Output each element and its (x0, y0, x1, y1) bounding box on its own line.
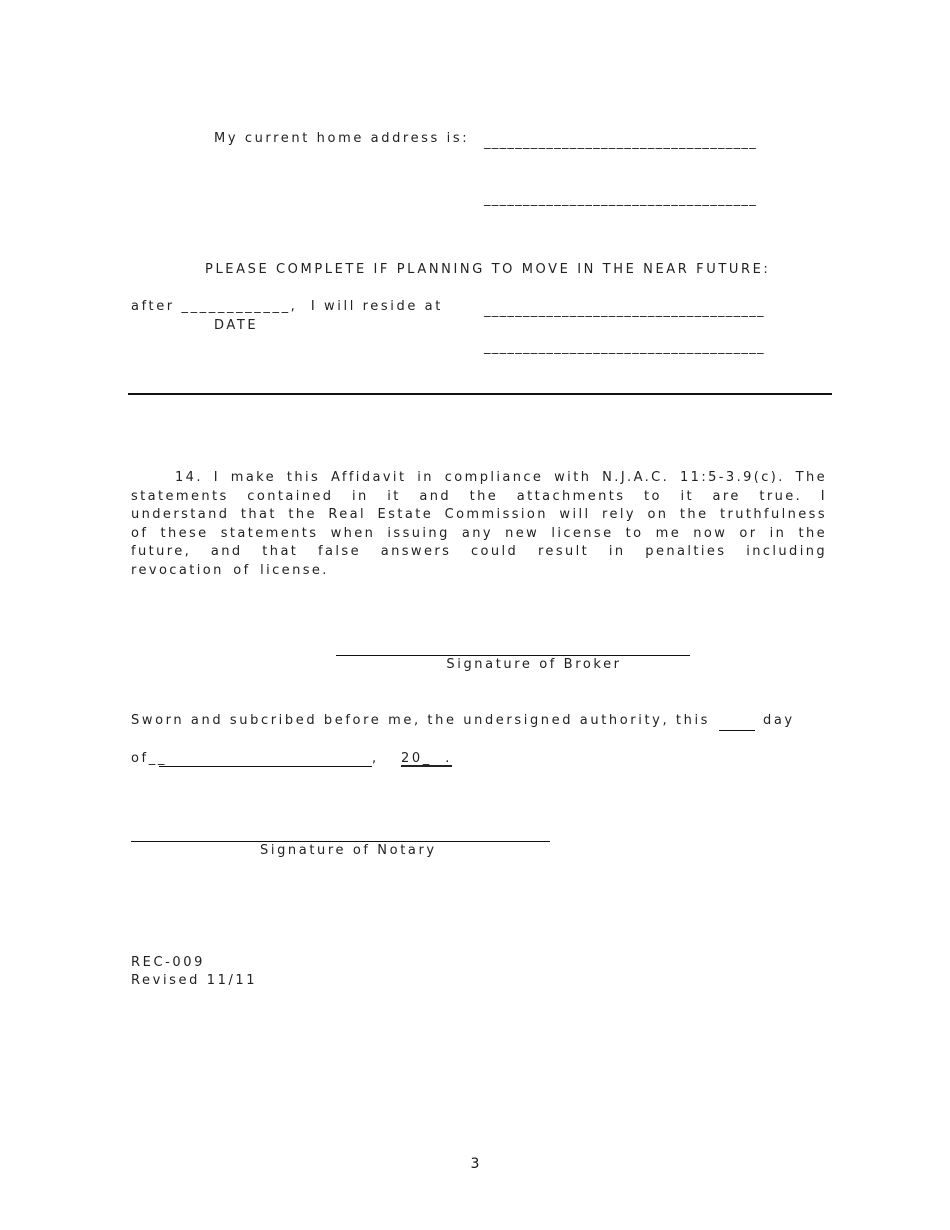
date-label: DATE (214, 318, 259, 333)
comma: , (372, 751, 379, 766)
form-code: REC-009 (131, 955, 206, 970)
broker-signature-line[interactable] (336, 655, 690, 656)
notary-signature-line[interactable] (131, 841, 550, 842)
notary-signature-label: Signature of Notary (260, 843, 437, 858)
sworn-text: Sworn and subcribed before me, the undersigned authority, this (131, 713, 711, 728)
year-field[interactable]: 20_ . (401, 751, 453, 766)
affidavit-text: 14. I make this Affidavit in compliance with N.J.A.C. 11:5-3.9(c). The statements contained in it and the attachments to it are true. I understand that the Real Estate Commission will rely on the truthfulness of these statements when issuing any new license to me now or in the future, and that false answers could result in penalties including revocation of license. (131, 470, 827, 578)
affidavit-paragraph (131, 469, 827, 581)
revised-date: Revised 11/11 (131, 973, 258, 988)
reside-line-1[interactable]: ____________________________________ (484, 303, 765, 318)
address-line-2[interactable]: ___________________________________ (484, 192, 757, 207)
of-label: of__ (131, 751, 167, 766)
day-label: day (763, 713, 795, 728)
move-after-text: after ____________, I will reside at (131, 299, 443, 314)
day-blank[interactable] (719, 717, 755, 731)
address-line-1[interactable]: ___________________________________ (484, 135, 757, 150)
address-label: My current home address is: (214, 131, 470, 146)
move-heading: PLEASE COMPLETE IF PLANNING TO MOVE IN THE NEAR FUTURE: (205, 262, 771, 277)
month-blank[interactable] (159, 753, 372, 767)
broker-signature-label: Signature of Broker (446, 657, 622, 672)
page-number: 3 (470, 1156, 480, 1172)
reside-line-2[interactable]: ____________________________________ (484, 340, 765, 355)
section-divider (128, 393, 832, 395)
